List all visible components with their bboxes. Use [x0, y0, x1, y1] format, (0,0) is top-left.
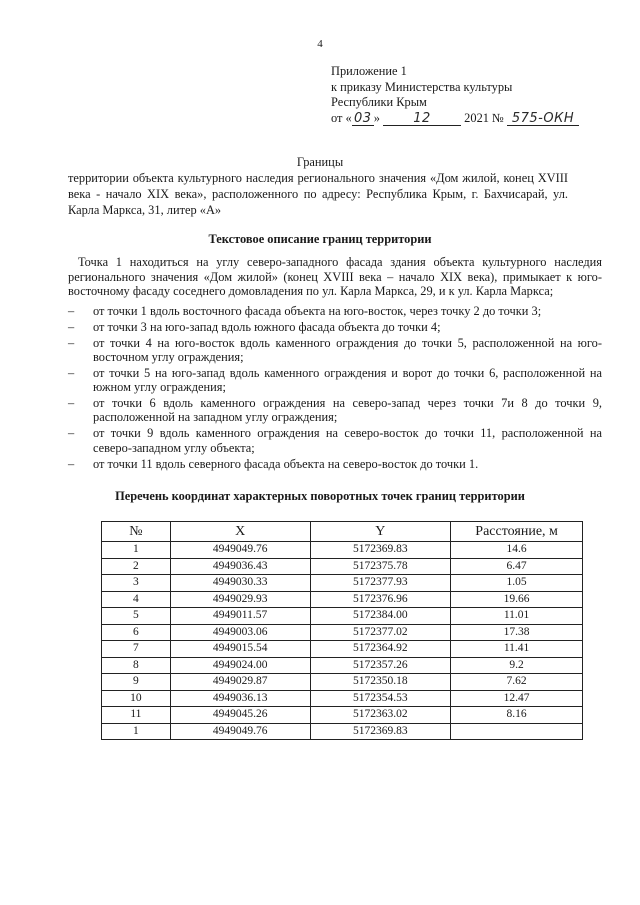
table-row — [102, 558, 583, 575]
list-item-text: от точки 9 вдоль каменного ограждения на северо-восток до точки 11, расположенной на северо-западном углу объекта; — [93, 426, 602, 455]
cell-x: 4949029.87 — [170, 674, 310, 691]
cell-x: 4949036.13 — [170, 690, 310, 707]
cell-x: 4949003.06 — [170, 624, 310, 641]
list-item-text: от точки 4 на юго-восток вдоль каменного ограждения до точки 5, расположенной на юго-восточном углу ограждения; — [93, 335, 602, 365]
intro-paragraph: Точка 1 находиться на углу северо-западного фасада здания объекта культурного наследия регионального значения «Дом жилой» (конец XVIII века – начало XIX века), примыкает к юго-восточному фасаду соседнего домовладения по ул. Карла Маркса, 29, и к ул. Карла Маркса; — [68, 255, 602, 299]
cell-distance: 11.41 — [451, 641, 583, 658]
list-dash: – — [68, 426, 75, 441]
list-item-text: от точки 6 вдоль каменного ограждения на северо-запад через точки 7и 8 до точки 9, расположенной на западном углу ограждения; — [93, 396, 602, 425]
cell-distance: 1.05 — [451, 575, 583, 592]
coordinates-table — [101, 521, 583, 740]
cell-distance: 14.6 — [451, 542, 583, 559]
cell-x: 4949024.00 — [170, 657, 310, 674]
table-row — [102, 690, 583, 707]
cell-distance: 11.01 — [451, 608, 583, 625]
list-item — [68, 457, 602, 471]
order-month: 12 — [383, 112, 461, 126]
cell-x: 4949049.76 — [170, 542, 310, 559]
table-row — [102, 608, 583, 625]
cell-y: 5172377.93 — [310, 575, 451, 592]
cell-x: 4949029.93 — [170, 591, 310, 608]
cell-y: 5172375.78 — [310, 558, 451, 575]
document-subtitle: территории объекта культурного наследия регионального значения «Дом жилой, конец XVIII века - начало XIX века», расположенного по адресу: Республика Крым, г. Бахчисарай, ул. Карла Маркса, 31, литер «А» — [68, 171, 568, 217]
cell-distance: 17.38 — [451, 624, 583, 641]
cell-point-number: 10 — [102, 690, 171, 707]
cell-y: 5172377.02 — [310, 624, 451, 641]
cell-distance: 6.47 — [451, 558, 583, 575]
list-item — [68, 304, 602, 318]
cell-x: 4949045.26 — [170, 707, 310, 724]
cell-distance: 7.62 — [451, 674, 583, 691]
cell-x: 4949015.54 — [170, 641, 310, 658]
column-header-y: Y — [310, 522, 451, 542]
appendix-header — [331, 64, 621, 126]
cell-distance: 8.16 — [451, 707, 583, 724]
list-dash: – — [68, 319, 75, 334]
cell-point-number: 4 — [102, 591, 171, 608]
cell-y: 5172376.96 — [310, 591, 451, 608]
table-heading: Перечень координат характерных поворотных точек границ территории — [115, 489, 525, 503]
list-item — [68, 396, 602, 425]
cell-point-number: 6 — [102, 624, 171, 641]
list-dash: – — [68, 456, 75, 471]
table-row — [102, 591, 583, 608]
list-dash: – — [68, 365, 75, 380]
cell-distance: 19.66 — [451, 591, 583, 608]
list-item-text: от точки 3 на юго-запад вдоль южного фасада объекта до точки 4; — [93, 319, 441, 334]
cell-distance — [451, 723, 583, 740]
appendix-line-1: Приложение 1 — [331, 64, 407, 78]
cell-point-number: 7 — [102, 641, 171, 658]
list-item — [68, 336, 602, 365]
cell-point-number: 3 — [102, 575, 171, 592]
table-row — [102, 542, 583, 559]
table-row — [102, 674, 583, 691]
cell-point-number: 8 — [102, 657, 171, 674]
boundary-description-list — [68, 304, 602, 472]
list-item-text: от точки 11 вдоль северного фасада объекта на северо-восток до точки 1. — [93, 456, 479, 471]
date-prefix: от « — [331, 110, 352, 125]
table-row — [102, 624, 583, 641]
cell-point-number: 11 — [102, 707, 171, 724]
appendix-line-3: Республики Крым — [331, 95, 427, 109]
order-year: 2021 № — [464, 110, 504, 125]
cell-distance: 12.47 — [451, 690, 583, 707]
cell-point-number: 1 — [102, 542, 171, 559]
table-row — [102, 657, 583, 674]
page-number: 4 — [317, 38, 323, 50]
coordinates-table-body — [102, 542, 583, 740]
cell-y: 5172369.83 — [310, 723, 451, 740]
cell-point-number: 9 — [102, 674, 171, 691]
list-item — [68, 426, 602, 455]
list-item — [68, 366, 602, 395]
order-date-line — [331, 111, 621, 127]
cell-x: 4949030.33 — [170, 575, 310, 592]
cell-y: 5172364.92 — [310, 641, 451, 658]
list-dash: – — [68, 335, 75, 350]
cell-x: 4949011.57 — [170, 608, 310, 625]
list-dash: – — [68, 304, 75, 318]
table-row — [102, 707, 583, 724]
cell-x: 4949049.76 — [170, 723, 310, 740]
order-number: 575-ОКН — [507, 112, 579, 126]
cell-y: 5172369.83 — [310, 542, 451, 559]
cell-point-number: 5 — [102, 608, 171, 625]
cell-y: 5172350.18 — [310, 674, 451, 691]
cell-distance: 9.2 — [451, 657, 583, 674]
table-row — [102, 641, 583, 658]
list-item — [68, 320, 602, 334]
column-header-number: № — [102, 522, 171, 542]
cell-y: 5172363.02 — [310, 707, 451, 724]
cell-y: 5172354.53 — [310, 690, 451, 707]
cell-y: 5172384.00 — [310, 608, 451, 625]
list-dash: – — [68, 396, 75, 411]
list-item-text: от точки 1 вдоль восточного фасада объекта на юго-восток, через точку 2 до точки 3; — [93, 304, 542, 318]
cell-y: 5172357.26 — [310, 657, 451, 674]
date-mid: » — [373, 110, 380, 125]
appendix-line-2: к приказу Министерства культуры — [331, 79, 513, 94]
column-header-x: X — [170, 522, 310, 542]
table-header-row — [102, 522, 583, 542]
table-row — [102, 723, 583, 740]
cell-x: 4949036.43 — [170, 558, 310, 575]
cell-point-number: 1 — [102, 723, 171, 740]
document-title: Границы — [296, 155, 344, 169]
column-header-distance: Расстояние, м — [451, 522, 583, 542]
description-heading: Текстовое описание границ территории — [208, 232, 432, 246]
order-day: 03 — [352, 112, 374, 126]
table-row — [102, 575, 583, 592]
cell-point-number: 2 — [102, 558, 171, 575]
list-item-text: от точки 5 на юго-запад вдоль каменного ограждения и ворот до точки 6, расположенной на южном углу ограждения; — [93, 365, 602, 395]
